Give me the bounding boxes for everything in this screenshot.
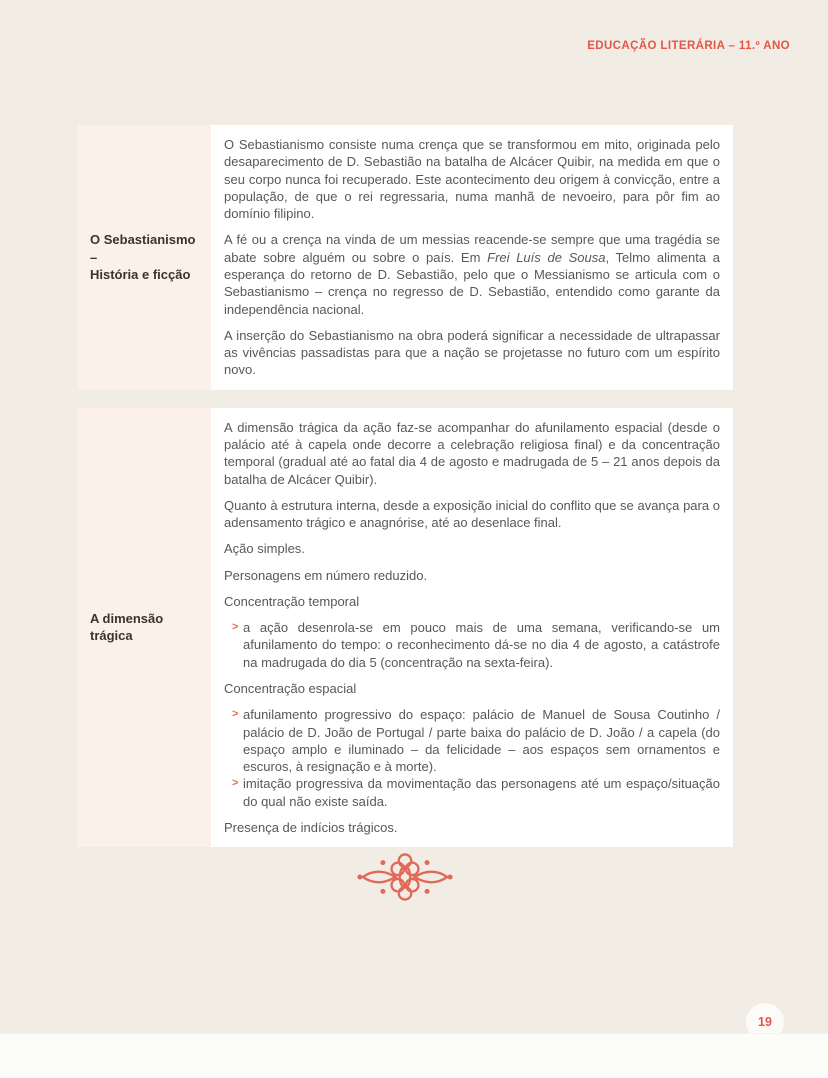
paragraph: Presença de indícios trágicos. xyxy=(224,820,398,835)
list-item-text: afunilamento progressivo do espaço: palácio de Manuel de Sousa Coutinho / palácio de D. João de Portugal / parte baixa do palácio de D. João / a capela (do espaço amplo e iluminado – da felicidade – aos espaços sem ornamentos e escuros, à resignação e à morte). xyxy=(243,707,720,775)
bullet-list-espacial xyxy=(224,706,720,810)
paragraph: A inserção do Sebastianismo na obra poderá significar a necessidade de ultrapassar as vivências passadistas para que a nação se projetasse no futuro com um espírito novo. xyxy=(224,327,720,378)
paragraph-text: , Telmo alimenta a esperança do retorno de D. Sebastião, pelo que o Messianismo se articula com o Sebastianismo – crença no regresso de D. Sebastião, entendido como garante da independência nacional. xyxy=(224,249,720,317)
list-heading-espacial: Concentração espacial xyxy=(224,681,357,697)
list-item-text: a ação desenrola-se em pouco mais de uma semana, verificando-se um afunilamento do tempo: o reconhecimento dá-se no dia 4 de agosto, a catástrofe na madrugada do dia 5 (concentração na sexta-feira). xyxy=(243,620,720,670)
section-body xyxy=(211,125,733,390)
section-dimensao-tragica xyxy=(78,408,733,848)
section-title: A dimensão trágica xyxy=(90,610,164,644)
list-heading-temporal: Concentração temporal xyxy=(224,593,360,609)
section-label-column xyxy=(78,125,211,390)
list-item xyxy=(224,619,720,671)
paragraph: Ação simples. xyxy=(224,541,305,557)
paragraph: Personagens em número reduzido. xyxy=(224,567,428,583)
paragraph-text: A fé ou a crença na vinda de um messias reacende-se sempre que uma tragédia se abate sobre alguém ou sobre o país. Em xyxy=(224,232,720,265)
list-item xyxy=(224,706,720,775)
chevron-bullet-icon: > xyxy=(232,708,239,721)
decorative-flourish-icon xyxy=(357,845,453,909)
paragraph: O Sebastianismo consiste numa crença que se transformou em mito, originada pelo desaparecimento de D. Sebastião na batalha de Alcácer Quibir, na medida em que o seu corpo nunca foi recuperado. Este acontecimento deu origem à convicção, entre a população, de que o rei regressaria, numa manhã de nevoeiro, para pôr fim ao domínio filipino. xyxy=(224,137,720,222)
paragraph: A dimensão trágica da ação faz-se acompanhar do afunilamento espacial (desde o palácio até à capela onde decorre a celebração religiosa final) e da concentração temporal (gradual até ao fatal dia 4 de agosto e madrugada de 5 – 21 anos depois da batalha de Alcácer Quibir). xyxy=(224,419,720,487)
section-body xyxy=(211,408,733,848)
bullet-list-temporal xyxy=(224,619,720,671)
paragraph xyxy=(224,231,720,317)
list-item-text: imitação progressiva da movimentação das personagens até um espaço/situação do qual não existe saída. xyxy=(243,776,720,809)
content-area xyxy=(78,125,733,865)
list-item xyxy=(224,775,720,810)
chevron-bullet-icon: > xyxy=(232,621,239,634)
section-title-line2: História e ficção xyxy=(90,267,191,283)
page-bottom-edge xyxy=(0,1033,828,1078)
work-title: Frei Luís de Sousa xyxy=(487,249,606,265)
paragraph: Quanto à estrutura interna, desde a exposição inicial do conflito que se avança para o adensamento trágico e anagnórise, até ao desenlace final. xyxy=(224,497,720,531)
section-title xyxy=(78,231,211,284)
page-number: 19 xyxy=(758,1015,772,1029)
chevron-bullet-icon: > xyxy=(232,777,239,790)
section-title-line1: O Sebastianismo – xyxy=(90,232,196,265)
section-label-column xyxy=(78,408,211,848)
page-header: EDUCAÇÃO LITERÁRIA – 11.º ANO xyxy=(587,40,790,52)
section-sebastianismo xyxy=(78,125,733,390)
